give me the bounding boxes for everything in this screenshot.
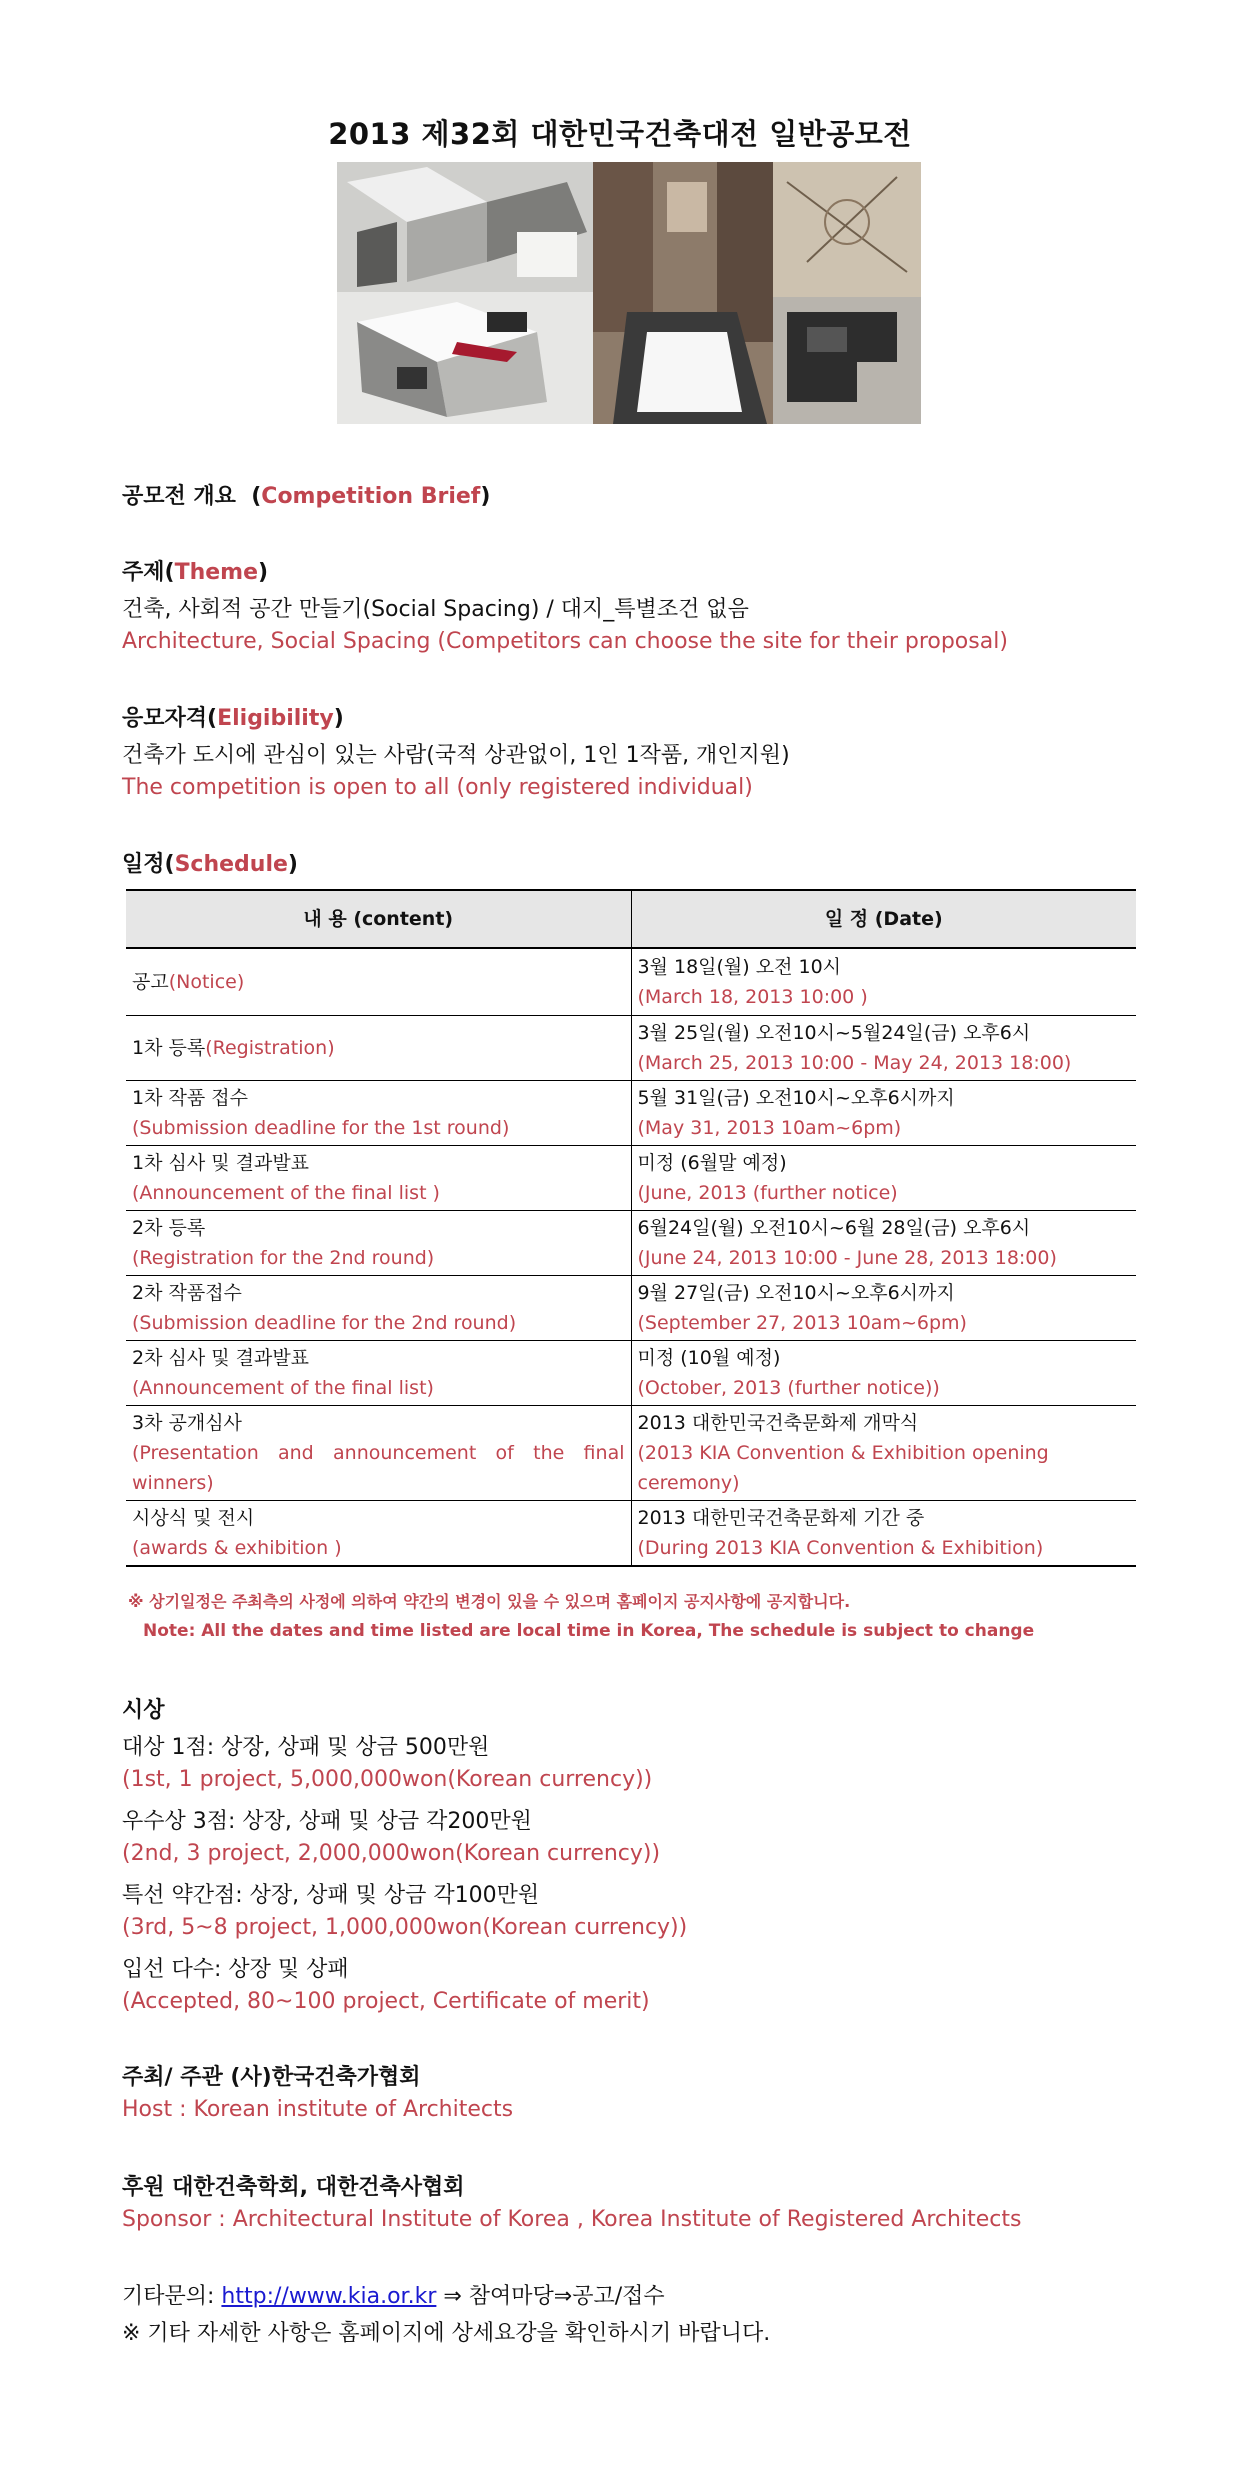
schedule-content-cell: 3차 공개심사 (Presentation and announcement of the final winners) xyxy=(126,1406,631,1501)
schedule-content-cell: 2차 심사 및 결과발표 (Announcement of the final list) xyxy=(126,1341,631,1406)
schedule-content-cell: 공고(Notice) xyxy=(126,948,631,1016)
eligibility-line-ko: 건축가 도시에 관심이 있는 사람(국적 상관없이, 1인 1작품, 개인지원) xyxy=(122,743,790,768)
schedule-date-cell: 3월 18일(월) 오전 10시 (March 18, 2013 10:00 ) xyxy=(631,948,1136,1016)
award-line-en: (1st, 1 project, 5,000,000won(Korean currency)) xyxy=(122,1767,653,1792)
schedule-content-cell: 1차 작품 접수 (Submission deadline for the 1st round) xyxy=(126,1081,631,1146)
host-heading: 주최/ 주관 (사)한국건축가협회 xyxy=(122,2065,421,2090)
table-row xyxy=(126,948,1136,1016)
award-line-ko: 특선 약간점: 상장, 상패 및 상금 각100만원 xyxy=(122,1883,540,1908)
contact-line: 기타문의: http://www.kia.or.kr ⇒ 참여마당⇒공고/접수 xyxy=(122,2284,665,2309)
schedule-date-cell: 2013 대한민국건축문화제 기간 중 (During 2013 KIA Convention & Exhibition) xyxy=(631,1501,1136,1567)
schedule-content-cell: 시상식 및 전시 (awards & exhibition ) xyxy=(126,1501,631,1567)
sponsor-heading: 후원 대한건축학회, 대한건축사협회 xyxy=(122,2175,465,2200)
schedule-date-cell: 3월 25일(월) 오전10시~5월24일(금) 오후6시 (March 25, 2013 10:00 - May 24, 2013 18:00) xyxy=(631,1016,1136,1081)
schedule-date-cell: 미정 (10월 예정) (October, 2013 (further notice)) xyxy=(631,1341,1136,1406)
host-line-en: Host : Korean institute of Architects xyxy=(122,2097,514,2122)
theme-line-ko: 건축, 사회적 공간 만들기(Social Spacing) / 대지_특별조건 없음 xyxy=(122,597,749,622)
eligibility-heading: 응모자격(Eligibility) xyxy=(122,706,344,731)
award-line-ko: 입선 다수: 상장 및 상패 xyxy=(122,1957,349,1982)
architecture-model-photos xyxy=(337,162,921,424)
table-row xyxy=(126,1406,1136,1501)
table-row xyxy=(126,1211,1136,1276)
awards-heading: 시상 xyxy=(122,1698,165,1723)
award-line-ko: 대상 1점: 상장, 상패 및 상금 500만원 xyxy=(122,1735,490,1760)
award-line-en: (3rd, 5~8 project, 1,000,000won(Korean currency)) xyxy=(122,1915,688,1940)
schedule-date-cell: 6월24일(월) 오전10시~6월 28일(금) 오후6시 (June 24, 2013 10:00 - June 28, 2013 18:00) xyxy=(631,1211,1136,1276)
schedule-heading: 일정(Schedule) xyxy=(122,852,298,877)
schedule-date-cell: 미정 (6월말 예정) (June, 2013 (further notice) xyxy=(631,1146,1136,1211)
schedule-date-cell: 2013 대한민국건축문화제 개막식 (2013 KIA Convention & Exhibition opening ceremony) xyxy=(631,1406,1136,1501)
schedule-note-en: Note: All the dates and time listed are local time in Korea, The schedule is subject to change xyxy=(143,1621,1035,1641)
table-row xyxy=(126,1501,1136,1567)
award-line-en: (2nd, 3 project, 2,000,000won(Korean currency)) xyxy=(122,1841,661,1866)
contact-more-info: ※ 기타 자세한 사항은 홈페이지에 상세요강을 확인하시기 바랍니다. xyxy=(122,2321,771,2346)
schedule-note-ko: ※ 상기일정은 주최측의 사정에 의하여 약간의 변경이 있을 수 있으며 홈페이지 공지사항에 공지합니다. xyxy=(128,1592,851,1611)
schedule-table xyxy=(126,889,1136,1567)
theme-heading: 주제(Theme) xyxy=(122,560,269,585)
table-row xyxy=(126,1146,1136,1211)
schedule-content-cell: 2차 등록 (Registration for the 2nd round) xyxy=(126,1211,631,1276)
schedule-content-cell: 1차 등록(Registration) xyxy=(126,1016,631,1081)
table-row xyxy=(126,1341,1136,1406)
schedule-col-date: 일 정 (Date) xyxy=(631,890,1136,948)
table-row xyxy=(126,1276,1136,1341)
schedule-col-content: 내 용 (content) xyxy=(126,890,631,948)
award-line-ko: 우수상 3점: 상장, 상패 및 상금 각200만원 xyxy=(122,1809,532,1834)
schedule-date-cell: 9월 27일(금) 오전10시~오후6시까지 (September 27, 2013 10am~6pm) xyxy=(631,1276,1136,1341)
schedule-content-cell: 1차 심사 및 결과발표 (Announcement of the final list ) xyxy=(126,1146,631,1211)
table-row xyxy=(126,1016,1136,1081)
kia-website-link[interactable]: http://www.kia.or.kr xyxy=(221,2284,437,2309)
schedule-date-cell: 5월 31일(금) 오전10시~오후6시까지 (May 31, 2013 10am~6pm) xyxy=(631,1081,1136,1146)
schedule-content-cell: 2차 작품접수 (Submission deadline for the 2nd round) xyxy=(126,1276,631,1341)
competition-image-collage xyxy=(337,162,921,424)
page-title: 2013 제32회 대한민국건축대전 일반공모전 xyxy=(328,117,912,151)
eligibility-line-en: The competition is open to all (only registered individual) xyxy=(122,775,753,800)
award-line-en: (Accepted, 80~100 project, Certificate of merit) xyxy=(122,1989,650,2014)
theme-line-en: Architecture, Social Spacing (Competitors can choose the site for their proposal) xyxy=(122,629,1008,654)
table-row xyxy=(126,1081,1136,1146)
sponsor-line-en: Sponsor : Architectural Institute of Korea , Korea Institute of Registered Architects xyxy=(122,2207,1022,2232)
brief-heading: 공모전 개요 (Competition Brief) xyxy=(122,484,491,509)
